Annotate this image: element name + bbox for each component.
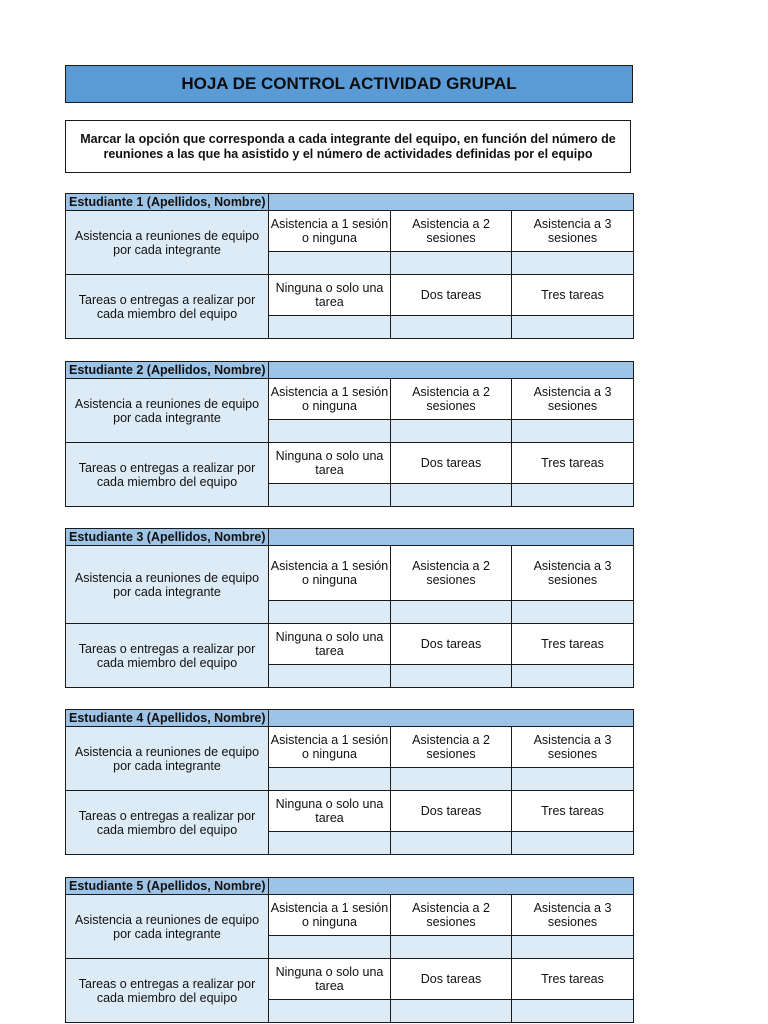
tasks-label: Tareas o entregas a realizar por cada miembro del equipo: [66, 959, 269, 1023]
attendance-option-3: Asistencia a 3 sesiones: [512, 546, 634, 601]
task-mark-1[interactable]: [269, 1000, 391, 1023]
attendance-label: Asistencia a reuniones de equipo por cada integrante: [66, 727, 269, 791]
tasks-label: Tareas o entregas a realizar por cada miembro del equipo: [66, 791, 269, 855]
task-option-3: Tres tareas: [512, 959, 634, 1000]
student-name-field[interactable]: [269, 194, 634, 211]
attendance-mark-3[interactable]: [512, 420, 634, 443]
task-option-2: Dos tareas: [391, 275, 512, 316]
attendance-mark-3[interactable]: [512, 768, 634, 791]
student-name-header: Estudiante 5 (Apellidos, Nombre): [66, 878, 269, 895]
student-table-4: [65, 709, 634, 855]
attendance-label: Asistencia a reuniones de equipo por cada integrante: [66, 211, 269, 275]
attendance-mark-1[interactable]: [269, 768, 391, 791]
task-option-3: Tres tareas: [512, 275, 634, 316]
attendance-mark-2[interactable]: [391, 420, 512, 443]
task-option-3: Tres tareas: [512, 443, 634, 484]
attendance-option-1: Asistencia a 1 sesión o ninguna: [269, 546, 391, 601]
student-name-field[interactable]: [269, 878, 634, 895]
attendance-option-3: Asistencia a 3 sesiones: [512, 379, 634, 420]
attendance-option-1: Asistencia a 1 sesión o ninguna: [269, 727, 391, 768]
task-option-2: Dos tareas: [391, 959, 512, 1000]
task-option-1: Ninguna o solo una tarea: [269, 275, 391, 316]
task-mark-2[interactable]: [391, 1000, 512, 1023]
attendance-option-2: Asistencia a 2 sesiones: [391, 895, 512, 936]
attendance-label: Asistencia a reuniones de equipo por cada integrante: [66, 379, 269, 443]
student-name-field[interactable]: [269, 362, 634, 379]
attendance-mark-1[interactable]: [269, 601, 391, 624]
task-mark-1[interactable]: [269, 484, 391, 507]
task-option-2: Dos tareas: [391, 624, 512, 665]
attendance-option-1: Asistencia a 1 sesión o ninguna: [269, 895, 391, 936]
attendance-mark-1[interactable]: [269, 252, 391, 275]
task-mark-3[interactable]: [512, 665, 634, 688]
task-option-1: Ninguna o solo una tarea: [269, 443, 391, 484]
attendance-mark-2[interactable]: [391, 601, 512, 624]
attendance-mark-3[interactable]: [512, 936, 634, 959]
attendance-option-3: Asistencia a 3 sesiones: [512, 211, 634, 252]
attendance-mark-2[interactable]: [391, 768, 512, 791]
attendance-mark-2[interactable]: [391, 252, 512, 275]
student-table-3: [65, 528, 634, 688]
task-mark-2[interactable]: [391, 484, 512, 507]
student-name-field[interactable]: [269, 710, 634, 727]
student-table-5: [65, 877, 634, 1023]
attendance-mark-3[interactable]: [512, 252, 634, 275]
task-mark-2[interactable]: [391, 832, 512, 855]
attendance-option-2: Asistencia a 2 sesiones: [391, 211, 512, 252]
student-name-header: Estudiante 4 (Apellidos, Nombre): [66, 710, 269, 727]
task-option-1: Ninguna o solo una tarea: [269, 959, 391, 1000]
student-table-1: [65, 193, 634, 339]
student-name-header: Estudiante 2 (Apellidos, Nombre): [66, 362, 269, 379]
tasks-label: Tareas o entregas a realizar por cada miembro del equipo: [66, 443, 269, 507]
student-name-header: Estudiante 3 (Apellidos, Nombre): [66, 529, 269, 546]
task-mark-1[interactable]: [269, 665, 391, 688]
attendance-option-1: Asistencia a 1 sesión o ninguna: [269, 211, 391, 252]
task-mark-1[interactable]: [269, 316, 391, 339]
task-mark-3[interactable]: [512, 484, 634, 507]
task-mark-2[interactable]: [391, 665, 512, 688]
task-option-3: Tres tareas: [512, 791, 634, 832]
task-mark-2[interactable]: [391, 316, 512, 339]
attendance-option-2: Asistencia a 2 sesiones: [391, 727, 512, 768]
attendance-option-2: Asistencia a 2 sesiones: [391, 379, 512, 420]
task-option-2: Dos tareas: [391, 443, 512, 484]
task-mark-3[interactable]: [512, 1000, 634, 1023]
task-option-1: Ninguna o solo una tarea: [269, 624, 391, 665]
attendance-option-3: Asistencia a 3 sesiones: [512, 727, 634, 768]
attendance-mark-1[interactable]: [269, 936, 391, 959]
page-title: HOJA DE CONTROL ACTIVIDAD GRUPAL: [181, 74, 517, 93]
attendance-mark-2[interactable]: [391, 936, 512, 959]
attendance-mark-3[interactable]: [512, 601, 634, 624]
attendance-label: Asistencia a reuniones de equipo por cada integrante: [66, 546, 269, 624]
attendance-label: Asistencia a reuniones de equipo por cada integrante: [66, 895, 269, 959]
task-option-3: Tres tareas: [512, 624, 634, 665]
tasks-label: Tareas o entregas a realizar por cada miembro del equipo: [66, 275, 269, 339]
task-option-2: Dos tareas: [391, 791, 512, 832]
instructions-text: Marcar la opción que corresponda a cada integrante del equipo, en función del número de reuniones a las que ha asistido y el número de actividades definidas por el equipo: [80, 131, 616, 161]
student-name-header: Estudiante 1 (Apellidos, Nombre): [66, 194, 269, 211]
student-table-2: [65, 361, 634, 507]
attendance-mark-1[interactable]: [269, 420, 391, 443]
attendance-option-3: Asistencia a 3 sesiones: [512, 895, 634, 936]
task-mark-3[interactable]: [512, 316, 634, 339]
tasks-label: Tareas o entregas a realizar por cada miembro del equipo: [66, 624, 269, 688]
task-mark-1[interactable]: [269, 832, 391, 855]
attendance-option-1: Asistencia a 1 sesión o ninguna: [269, 379, 391, 420]
task-mark-3[interactable]: [512, 832, 634, 855]
task-option-1: Ninguna o solo una tarea: [269, 791, 391, 832]
attendance-option-2: Asistencia a 2 sesiones: [391, 546, 512, 601]
student-name-field[interactable]: [269, 529, 634, 546]
